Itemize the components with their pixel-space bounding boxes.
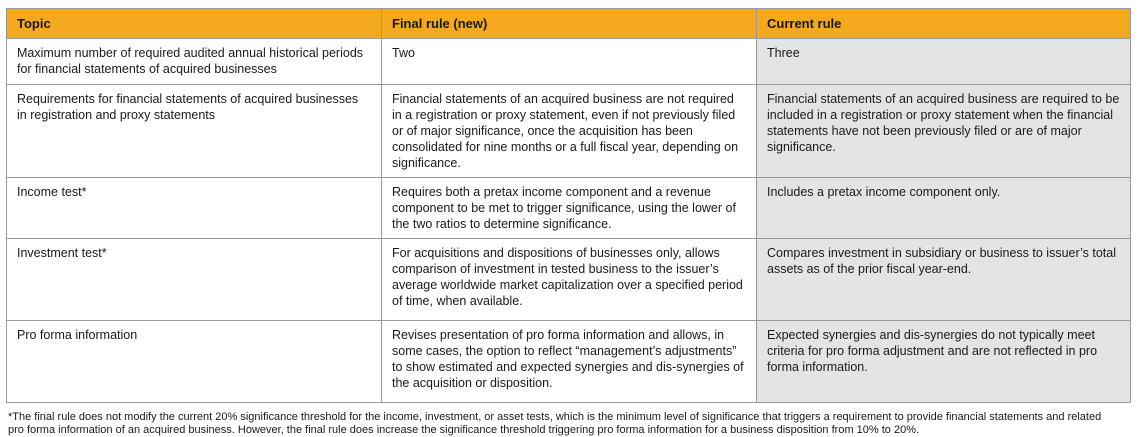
- table-row: [7, 321, 1131, 403]
- header-row: [7, 9, 1131, 39]
- header-current-rule: Current rule: [757, 9, 1131, 39]
- cell-current-rule: Compares investment in subsidiary or business to issuer’s total assets as of the prior fiscal year-end.: [757, 239, 1131, 321]
- cell-final-rule: Revises presentation of pro forma information and allows, in some cases, the option to reflect “management’s adjustments” to show estimated and expected synergies and dis-synergies of the acquisition or disposition.: [382, 321, 757, 403]
- cell-topic: Income test*: [7, 178, 382, 239]
- cell-current-rule: Three: [757, 39, 1131, 85]
- cell-topic: Requirements for financial statements of acquired businesses in registration and proxy statements: [7, 85, 382, 178]
- cell-topic: Maximum number of required audited annual historical periods for financial statements of acquired businesses: [7, 39, 382, 85]
- comparison-table: [6, 8, 1131, 403]
- table-footnote: *The final rule does not modify the current 20% significance threshold for the income, investment, or asset tests, which is the minimum level of significance that triggers a requirement to provide financial statements and related pro forma information of an acquired business. However, the final rule does increase the significance threshold triggering pro forma information for a business disposition from 10% to 20%.: [8, 411, 1102, 436]
- cell-topic: Pro forma information: [7, 321, 382, 403]
- cell-final-rule: For acquisitions and dispositions of businesses only, allows comparison of investment in tested business to the issuer’s average worldwide market capitalization over a specified period of time, when available.: [382, 239, 757, 321]
- table-row: [7, 239, 1131, 321]
- cell-topic: Investment test*: [7, 239, 382, 321]
- cell-final-rule: Two: [382, 39, 757, 85]
- cell-final-rule: Financial statements of an acquired business are not required in a registration or proxy statement, even if not previously filed or of major significance, once the acquisition has been consolidated for nine months or a full fiscal year, depending on significance.: [382, 85, 757, 178]
- table-row: [7, 85, 1131, 178]
- cell-current-rule: Includes a pretax income component only.: [757, 178, 1131, 239]
- cell-current-rule: Financial statements of an acquired business are required to be included in a registration or proxy statement when the financial statements have not been previously filed or are of major significance.: [757, 85, 1131, 178]
- cell-final-rule: Requires both a pretax income component and a revenue component to be met to trigger significance, using the lower of the two ratios to determine significance.: [382, 178, 757, 239]
- table-row: [7, 39, 1131, 85]
- cell-current-rule: Expected synergies and dis-synergies do not typically meet criteria for pro forma adjustment and are not reflected in pro forma information.: [757, 321, 1131, 403]
- header-final-rule: Final rule (new): [382, 9, 757, 39]
- header-topic: Topic: [7, 9, 382, 39]
- table-row: [7, 178, 1131, 239]
